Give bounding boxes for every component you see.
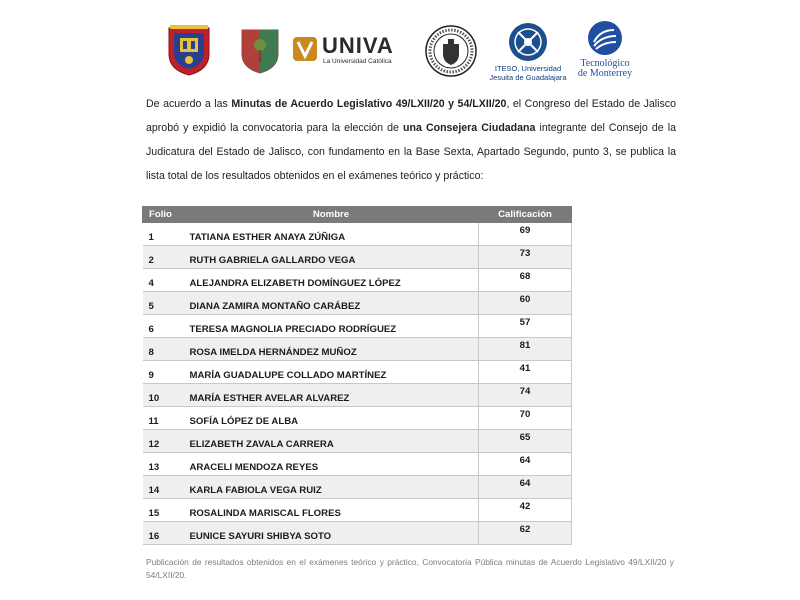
cell-calificacion: 68	[479, 269, 572, 292]
cell-calificacion: 69	[479, 223, 572, 246]
iteso-line2: Jesuita de Guadalajara	[489, 73, 567, 82]
tec-caption	[570, 59, 640, 79]
tec-line2: de Monterrey	[577, 68, 633, 79]
iteso-line1: ITESO, Universidad	[494, 64, 562, 73]
cell-calificacion: 65	[479, 430, 572, 453]
intro-consejera: una Consejera Ciudadana	[403, 122, 536, 134]
institution-shield-icon	[240, 28, 280, 74]
cell-calificacion: 42	[479, 499, 572, 522]
table-row	[143, 292, 572, 315]
cell-nombre: MARÍA ESTHER AVELAR ALVAREZ	[184, 384, 479, 407]
cell-folio: 13	[143, 453, 184, 476]
header-nombre: Nombre	[184, 207, 479, 223]
cell-nombre: SOFÍA LÓPEZ DE ALBA	[184, 407, 479, 430]
iteso-logo	[489, 20, 567, 86]
cell-folio: 8	[143, 338, 184, 361]
univa-wordmark: UNIVA	[322, 33, 394, 58]
table-row	[143, 269, 572, 292]
cell-nombre: MARÍA GUADALUPE COLLADO MARTÍNEZ	[184, 361, 479, 384]
table-row	[143, 338, 572, 361]
results-body	[143, 223, 572, 545]
cell-nombre: TERESA MAGNOLIA PRECIADO RODRÍGUEZ	[184, 315, 479, 338]
iteso-caption	[488, 64, 568, 82]
intro-text-3: integrante del Consejo de la Judicatura del Estado de Jalisco, con fundamento en la Base Sexta, Apartado Segundo, punto 3, se publica la lista total de los resultados obtenidos en el exámenes teórico y práctico:	[146, 122, 676, 182]
cell-calificacion: 57	[479, 315, 572, 338]
table-row	[143, 223, 572, 246]
cell-nombre: RUTH GABRIELA GALLARDO VEGA	[184, 246, 479, 269]
cell-folio: 9	[143, 361, 184, 384]
institution-logos	[160, 18, 640, 86]
univa-subtitle: La Universidad Católica	[323, 58, 392, 65]
cell-calificacion: 73	[479, 246, 572, 269]
cell-nombre: DIANA ZAMIRA MONTAÑO CARÁBEZ	[184, 292, 479, 315]
results-table	[142, 206, 572, 545]
cell-folio: 10	[143, 384, 184, 407]
univa-logo-icon	[292, 36, 318, 62]
cell-calificacion: 81	[479, 338, 572, 361]
header-calificacion: Calificación	[479, 207, 572, 223]
cell-folio: 1	[143, 223, 184, 246]
cell-calificacion: 64	[479, 453, 572, 476]
cell-folio: 6	[143, 315, 184, 338]
intro-minutas: Minutas de Acuerdo Legislativo 49/LXII/20 y 54/LXII/20	[231, 98, 507, 110]
cell-nombre: EUNICE SAYURI SHIBYA SOTO	[184, 522, 479, 545]
cell-folio: 4	[143, 269, 184, 292]
cell-calificacion: 74	[479, 384, 572, 407]
cell-folio: 12	[143, 430, 184, 453]
table-row	[143, 361, 572, 384]
cell-calificacion: 41	[479, 361, 572, 384]
tec-logo-icon	[570, 20, 640, 58]
table-row	[143, 246, 572, 269]
table-row	[143, 499, 572, 522]
table-row	[143, 453, 572, 476]
cell-calificacion: 64	[479, 476, 572, 499]
cell-calificacion: 70	[479, 407, 572, 430]
iteso-logo-icon	[492, 20, 564, 64]
header-folio: Folio	[143, 207, 184, 223]
cell-folio: 11	[143, 407, 184, 430]
cell-folio: 14	[143, 476, 184, 499]
table-row	[143, 430, 572, 453]
cell-nombre: ROSALINDA MARISCAL FLORES	[184, 499, 479, 522]
table-row	[143, 384, 572, 407]
table-row	[143, 476, 572, 499]
table-row	[143, 522, 572, 545]
cell-nombre: TATIANA ESTHER ANAYA ZÚÑIGA	[184, 223, 479, 246]
footnote: Publicación de resultados obtenidos en el exámenes teórico y práctico, Convocatoria Pública minutas de Acuerdo Legislativo 49/LXII/20 y 54/LXII/20.	[146, 557, 674, 580]
table-row	[143, 315, 572, 338]
intro-text-2: , el Congreso del Estado de Jalisco aprobó y expidió la convocatoria para la elección de	[146, 98, 676, 134]
tec-line1: Tecnológico	[580, 58, 630, 69]
cell-calificacion: 60	[479, 292, 572, 315]
cell-nombre: ELIZABETH ZAVALA CARRERA	[184, 430, 479, 453]
cell-nombre: ALEJANDRA ELIZABETH DOMÍNGUEZ LÓPEZ	[184, 269, 479, 292]
cell-nombre: ARACELI MENDOZA REYES	[184, 453, 479, 476]
cell-nombre: KARLA FABIOLA VEGA RUIZ	[184, 476, 479, 499]
intro-paragraph	[146, 92, 676, 188]
intro-text-1: De acuerdo a las	[146, 98, 232, 110]
table-row	[143, 407, 572, 430]
uag-seal-icon	[424, 24, 478, 78]
cell-folio: 15	[143, 499, 184, 522]
cell-folio: 2	[143, 246, 184, 269]
cell-calificacion: 62	[479, 522, 572, 545]
cell-folio: 16	[143, 522, 184, 545]
udg-shield-icon	[166, 24, 212, 76]
cell-nombre: ROSA IMELDA HERNÁNDEZ MUÑOZ	[184, 338, 479, 361]
tec-logo	[570, 20, 640, 86]
cell-folio: 5	[143, 292, 184, 315]
table-header-row	[143, 207, 572, 223]
univa-logo	[292, 33, 412, 70]
